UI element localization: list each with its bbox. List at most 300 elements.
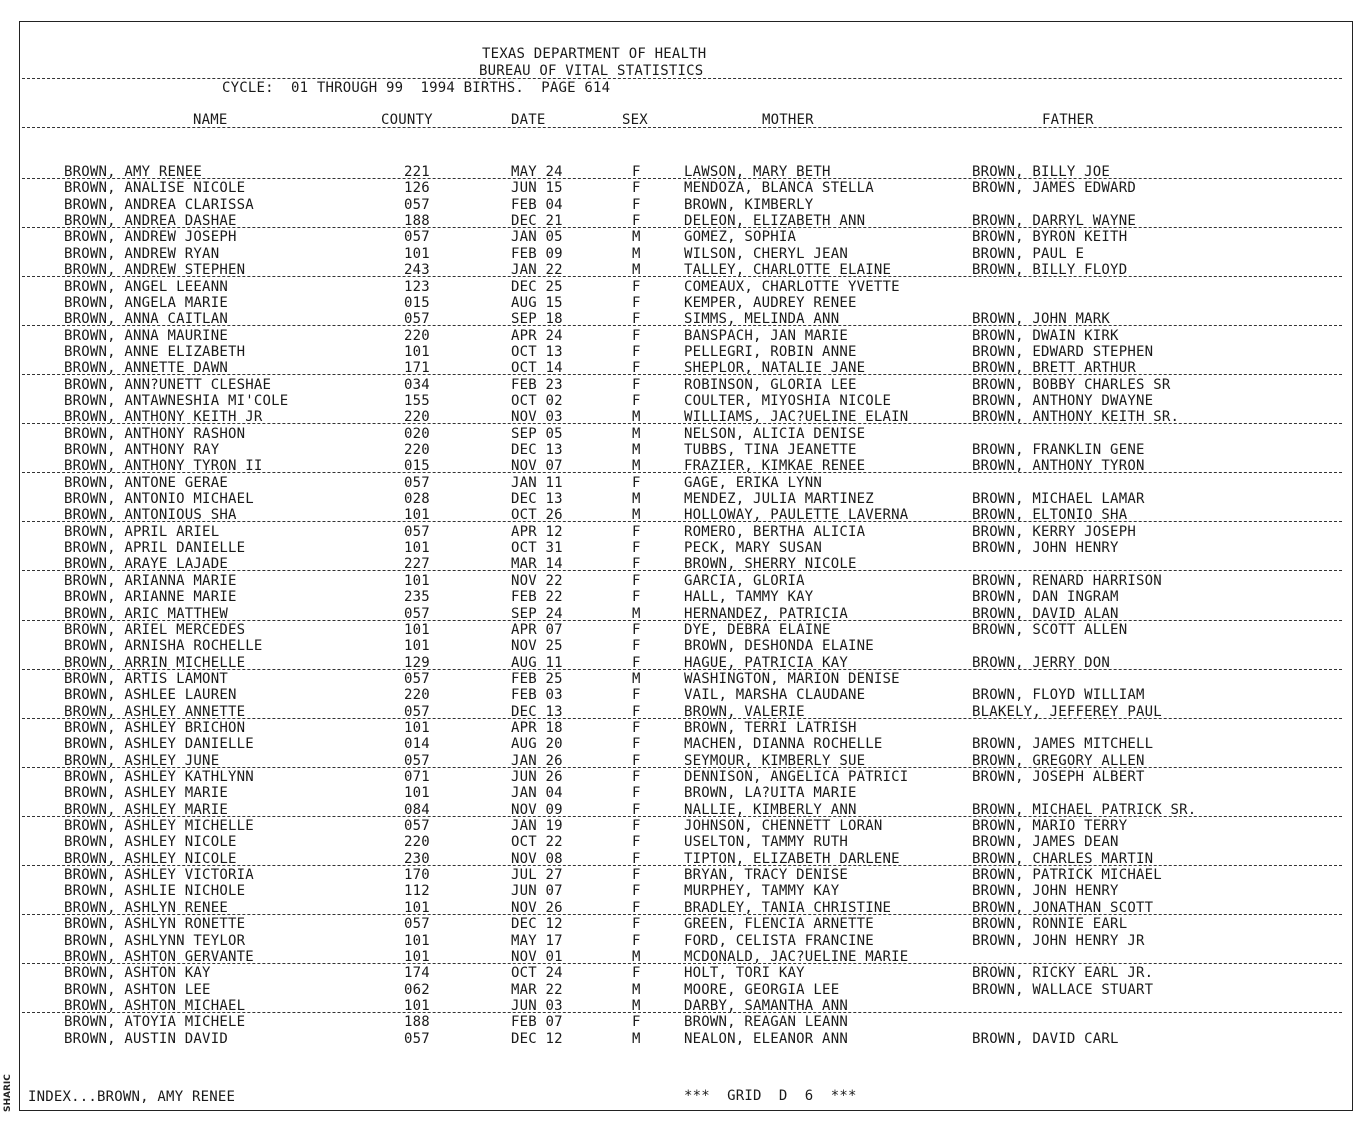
record-county: 101 — [404, 638, 430, 655]
record-date: DEC 13 — [511, 442, 563, 458]
record-sex: M — [632, 262, 641, 279]
record-county: 230 — [404, 850, 430, 867]
record-father: BROWN, DAVID CARL — [972, 1030, 1119, 1047]
record-row — [0, 720, 1371, 736]
record-name: BROWN, ARTIS LAMONT — [64, 670, 228, 687]
record-row — [0, 229, 1371, 245]
record-father: BROWN, BILLY JOE — [972, 164, 1111, 180]
record-sex: F — [632, 294, 641, 311]
record-mother: WILSON, CHERYL JEAN — [684, 245, 848, 262]
record-sex: M — [632, 670, 641, 687]
record-mother: VAIL, MARSHA CLAUDANE — [684, 687, 866, 704]
header-cycle: CYCLE: 01 THROUGH 99 1994 BIRTHS. PAGE 614 — [222, 80, 611, 96]
record-name: BROWN, ARIANNA MARIE — [64, 572, 237, 589]
record-date: MAR 22 — [511, 981, 563, 998]
header-rule — [22, 78, 1342, 79]
column-header-mother: MOTHER — [762, 112, 814, 128]
record-date: JUN 26 — [511, 769, 563, 785]
header-bureau: BUREAU OF VITAL STATISTICS — [479, 63, 704, 79]
record-county: 101 — [404, 997, 430, 1014]
record-row — [0, 622, 1371, 638]
record-name: BROWN, ASHLYNN TEYLOR — [64, 932, 246, 949]
record-sex: F — [632, 703, 641, 720]
record-date: SEP 18 — [511, 311, 563, 328]
record-date: MAY 24 — [511, 164, 563, 180]
record-sex: F — [632, 474, 641, 491]
record-father: BROWN, GREGORY ALLEN — [972, 752, 1145, 769]
record-county: 057 — [404, 311, 430, 328]
record-date: NOV 01 — [511, 948, 563, 965]
record-date: OCT 02 — [511, 392, 563, 409]
record-mother: TIPTON, ELIZABETH DARLENE — [684, 850, 900, 867]
record-sex: F — [632, 589, 641, 606]
record-mother: DENNISON, ANGELICA PATRICI — [684, 769, 909, 785]
record-father: BROWN, JAMES DEAN — [972, 834, 1119, 851]
record-name: BROWN, ASHLEY MICHELLE — [64, 818, 254, 834]
record-date: AUG 20 — [511, 736, 563, 753]
record-sex: F — [632, 311, 641, 328]
record-sex: M — [632, 245, 641, 262]
record-mother: BROWN, DESHONDA ELAINE — [684, 638, 874, 655]
record-county: 071 — [404, 769, 430, 785]
record-name: BROWN, ARNISHA ROCHELLE — [64, 638, 263, 655]
record-name: BROWN, ANGEL LEEANN — [64, 278, 228, 295]
record-date: AUG 15 — [511, 294, 563, 311]
record-county: 057 — [404, 229, 430, 246]
record-date: JAN 22 — [511, 262, 563, 279]
record-father: BROWN, BOBBY CHARLES SR — [972, 376, 1171, 393]
record-date: FEB 09 — [511, 245, 563, 262]
record-date: OCT 13 — [511, 343, 563, 360]
record-name: BROWN, ASHLYN RENEE — [64, 899, 228, 916]
record-sex: F — [632, 196, 641, 213]
record-date: FEB 04 — [511, 196, 563, 213]
record-date: JAN 04 — [511, 785, 563, 802]
record-county: 188 — [404, 1014, 430, 1031]
record-row — [0, 393, 1371, 409]
footer-index: INDEX...BROWN, AMY RENEE — [28, 1089, 236, 1105]
record-mother: BROWN, VALERIE — [684, 703, 805, 720]
record-name: BROWN, ASHLEY VICTORIA — [64, 867, 254, 884]
record-county: 155 — [404, 392, 430, 409]
record-date: JAN 11 — [511, 474, 563, 491]
record-county: 171 — [404, 360, 430, 377]
record-county: 084 — [404, 801, 430, 818]
record-sex: M — [632, 425, 641, 442]
record-row — [0, 540, 1371, 556]
record-sex: F — [632, 392, 641, 409]
record-county: 220 — [404, 687, 430, 704]
record-date: NOV 03 — [511, 409, 563, 426]
record-row — [0, 279, 1371, 295]
record-mother: USELTON, TAMMY RUTH — [684, 834, 848, 851]
record-mother: MENDOZA, BLANCA STELLA — [684, 180, 874, 197]
record-row — [0, 982, 1371, 998]
record-name: BROWN, ASHLEY ANNETTE — [64, 703, 246, 720]
record-row — [0, 916, 1371, 932]
record-sex: F — [632, 867, 641, 884]
record-mother: NALLIE, KIMBERLY ANN — [684, 801, 857, 818]
record-row — [0, 344, 1371, 360]
record-father: BROWN, CHARLES MARTIN — [972, 850, 1154, 867]
record-name: BROWN, ARIANNE MARIE — [64, 589, 237, 606]
column-header-county: COUNTY — [381, 112, 433, 128]
record-row — [0, 883, 1371, 899]
record-mother: GAGE, ERIKA LYNN — [684, 474, 823, 491]
group-rule — [22, 963, 1342, 964]
record-name: BROWN, ARIEL MERCEDES — [64, 621, 246, 638]
record-date: DEC 25 — [511, 278, 563, 295]
record-date: NOV 26 — [511, 899, 563, 916]
record-father: BROWN, FRANKLIN GENE — [972, 442, 1145, 458]
record-father: BROWN, PAUL E — [972, 245, 1085, 262]
record-county: 235 — [404, 589, 430, 606]
record-date: APR 12 — [511, 523, 563, 540]
record-county: 174 — [404, 965, 430, 982]
group-rule — [22, 570, 1342, 571]
record-row — [0, 1031, 1371, 1047]
group-rule — [22, 472, 1342, 473]
record-county: 101 — [404, 719, 430, 736]
group-rule — [22, 620, 1342, 621]
record-sex: F — [632, 801, 641, 818]
record-row — [0, 246, 1371, 262]
record-father: BROWN, ANTHONY DWAYNE — [972, 392, 1154, 409]
record-mother: LAWSON, MARY BETH — [684, 164, 831, 180]
record-name: BROWN, APRIL ARIEL — [64, 523, 220, 540]
record-date: NOV 09 — [511, 801, 563, 818]
record-row — [0, 769, 1371, 785]
record-name: BROWN, ANTONIOUS SHA — [64, 507, 237, 524]
record-date: NOV 22 — [511, 572, 563, 589]
record-county: 057 — [404, 670, 430, 687]
record-mother: FORD, CELISTA FRANCINE — [684, 932, 874, 949]
record-sex: F — [632, 523, 641, 540]
record-mother: MOORE, GEORGIA LEE — [684, 981, 840, 998]
record-name: BROWN, ASHTON GERVANTE — [64, 948, 254, 965]
record-sex: F — [632, 687, 641, 704]
record-date: DEC 13 — [511, 491, 563, 507]
record-mother: PECK, MARY SUSAN — [684, 540, 823, 556]
record-county: 057 — [404, 196, 430, 213]
record-name: BROWN, ANDREW RYAN — [64, 245, 220, 262]
record-mother: MURPHEY, TAMMY KAY — [684, 883, 840, 900]
record-mother: SIMMS, MELINDA ANN — [684, 311, 840, 328]
record-name: BROWN, ASHLEY DANIELLE — [64, 736, 254, 753]
record-sex: M — [632, 507, 641, 524]
record-name: BROWN, ASHLIE NICHOLE — [64, 883, 246, 900]
record-date: DEC 12 — [511, 1030, 563, 1047]
record-sex: F — [632, 278, 641, 295]
record-mother: MACHEN, DIANNA ROCHELLE — [684, 736, 883, 753]
record-sex: F — [632, 180, 641, 197]
record-name: BROWN, ANNA CAITLAN — [64, 311, 228, 328]
record-father: BROWN, MICHAEL PATRICK SR. — [972, 801, 1197, 818]
record-name: BROWN, ANALISE NICOLE — [64, 180, 246, 197]
record-date: AUG 11 — [511, 654, 563, 671]
record-father: BROWN, JAMES MITCHELL — [972, 736, 1154, 753]
record-county: 020 — [404, 425, 430, 442]
record-date: NOV 25 — [511, 638, 563, 655]
record-sex: M — [632, 491, 641, 507]
record-county: 129 — [404, 654, 430, 671]
footer-grid: *** GRID D 6 *** — [684, 1088, 857, 1104]
group-rule — [22, 276, 1342, 277]
record-sex: F — [632, 899, 641, 916]
record-county: 101 — [404, 948, 430, 965]
column-header-sex: SEX — [622, 112, 648, 128]
record-sex: M — [632, 409, 641, 426]
record-mother: HALL, TAMMY KAY — [684, 589, 814, 606]
record-name: BROWN, ASHLEY KATHLYNN — [64, 769, 254, 785]
record-mother: MCDONALD, JAC?UELINE MARIE — [684, 948, 909, 965]
record-county: 101 — [404, 507, 430, 524]
record-name: BROWN, ANN?UNETT CLESHAE — [64, 376, 272, 393]
record-sex: M — [632, 458, 641, 475]
record-row — [0, 180, 1371, 196]
record-father: BROWN, ANTHONY KEITH SR. — [972, 409, 1180, 426]
record-date: DEC 13 — [511, 703, 563, 720]
record-sex: F — [632, 556, 641, 573]
record-date: FEB 22 — [511, 589, 563, 606]
record-mother: SEYMOUR, KIMBERLY SUE — [684, 752, 866, 769]
record-mother: HERNANDEZ, PATRICIA — [684, 605, 848, 622]
column-header-name: NAME — [193, 112, 228, 128]
record-date: MAY 17 — [511, 932, 563, 949]
record-row — [0, 671, 1371, 687]
record-sex: F — [632, 343, 641, 360]
record-name: BROWN, ANTHONY KEITH JR — [64, 409, 263, 426]
record-county: 227 — [404, 556, 430, 573]
record-row — [0, 965, 1371, 981]
record-county: 220 — [404, 834, 430, 851]
record-mother: COMEAUX, CHARLOTTE YVETTE — [684, 278, 900, 295]
record-sex: M — [632, 1030, 641, 1047]
record-father: BROWN, ELTONIO SHA — [972, 507, 1128, 524]
record-father: BROWN, DWAIN KIRK — [972, 327, 1119, 344]
record-mother: BRYAN, TRACY DENISE — [684, 867, 848, 884]
record-sex: F — [632, 1014, 641, 1031]
record-name: BROWN, ASHLEY NICOLE — [64, 834, 237, 851]
record-sex: F — [632, 164, 641, 180]
record-mother: NELSON, ALICIA DENISE — [684, 425, 866, 442]
record-county: 101 — [404, 540, 430, 556]
record-row — [0, 589, 1371, 605]
group-rule — [22, 521, 1342, 522]
record-name: BROWN, ASHLEY JUNE — [64, 752, 220, 769]
record-date: SEP 05 — [511, 425, 563, 442]
record-county: 057 — [404, 523, 430, 540]
record-county: 221 — [404, 164, 430, 180]
record-sex: F — [632, 916, 641, 933]
record-sex: F — [632, 965, 641, 982]
record-sex: M — [632, 605, 641, 622]
record-father: BROWN, BILLY FLOYD — [972, 262, 1128, 279]
record-county: 062 — [404, 981, 430, 998]
record-date: JUN 03 — [511, 997, 563, 1014]
record-county: 188 — [404, 213, 430, 230]
record-sex: F — [632, 736, 641, 753]
record-sex: M — [632, 997, 641, 1014]
record-father: BROWN, PATRICK MICHAEL — [972, 867, 1162, 884]
record-county: 101 — [404, 572, 430, 589]
group-rule — [22, 816, 1342, 817]
record-mother: DELEON, ELIZABETH ANN — [684, 213, 866, 230]
record-county: 101 — [404, 785, 430, 802]
record-county: 243 — [404, 262, 430, 279]
record-row — [0, 834, 1371, 850]
record-name: BROWN, ANNE ELIZABETH — [64, 343, 246, 360]
record-name: BROWN, ARRIN MICHELLE — [64, 654, 246, 671]
record-county: 057 — [404, 474, 430, 491]
record-sex: F — [632, 785, 641, 802]
record-name: BROWN, ASHLYN RONETTE — [64, 916, 246, 933]
record-row — [0, 197, 1371, 213]
record-father: BROWN, JOHN HENRY JR — [972, 932, 1145, 949]
record-father: BROWN, DAVID ALAN — [972, 605, 1119, 622]
record-sex: M — [632, 442, 641, 458]
record-mother: BROWN, LA?UITA MARIE — [684, 785, 857, 802]
record-county: 028 — [404, 491, 430, 507]
record-county: 057 — [404, 1030, 430, 1047]
side-label: SHARIC — [3, 1074, 13, 1112]
record-sex: F — [632, 540, 641, 556]
record-row — [0, 475, 1371, 491]
record-mother: WASHINGTON, MARION DENISE — [684, 670, 900, 687]
record-mother: GREEN, FLENCIA ARNETTE — [684, 916, 874, 933]
record-name: BROWN, AUSTIN DAVID — [64, 1030, 228, 1047]
record-name: BROWN, AMY RENEE — [64, 164, 203, 180]
record-mother: BROWN, TERRI LATRISH — [684, 719, 857, 736]
record-county: 101 — [404, 245, 430, 262]
record-date: JUN 15 — [511, 180, 563, 197]
group-rule — [22, 227, 1342, 228]
record-mother: BROWN, SHERRY NICOLE — [684, 556, 857, 573]
record-row — [0, 638, 1371, 654]
record-row — [0, 295, 1371, 311]
record-county: 015 — [404, 294, 430, 311]
record-name: BROWN, ANTONIO MICHAEL — [64, 491, 254, 507]
record-name: BROWN, ANTONE GERAE — [64, 474, 228, 491]
record-date: FEB 25 — [511, 670, 563, 687]
record-mother: JOHNSON, CHENNETT LORAN — [684, 818, 883, 834]
record-name: BROWN, ANDREW JOSEPH — [64, 229, 237, 246]
record-mother: NEALON, ELEANOR ANN — [684, 1030, 848, 1047]
record-county: 057 — [404, 818, 430, 834]
group-rule — [22, 767, 1342, 768]
record-father: BROWN, WALLACE STUART — [972, 981, 1154, 998]
record-father: BROWN, DAN INGRAM — [972, 589, 1119, 606]
record-county: 014 — [404, 736, 430, 753]
record-name: BROWN, ASHLEY MARIE — [64, 785, 228, 802]
record-name: BROWN, ANNA MAURINE — [64, 327, 228, 344]
record-name: BROWN, ASHTON MICHAEL — [64, 997, 246, 1014]
record-father: BROWN, MICHAEL LAMAR — [972, 491, 1145, 507]
group-rule — [22, 914, 1342, 915]
record-father: BROWN, JERRY DON — [972, 654, 1111, 671]
record-sex: F — [632, 719, 641, 736]
column-header-father: FATHER — [1042, 112, 1094, 128]
record-sex: F — [632, 752, 641, 769]
record-father: BROWN, FLOYD WILLIAM — [972, 687, 1145, 704]
record-date: JUL 27 — [511, 867, 563, 884]
record-county: 112 — [404, 883, 430, 900]
group-rule — [22, 178, 1342, 179]
record-row — [0, 867, 1371, 883]
record-sex: F — [632, 818, 641, 834]
record-name: BROWN, ASHLEY BRICHON — [64, 719, 246, 736]
record-county: 220 — [404, 327, 430, 344]
record-date: OCT 14 — [511, 360, 563, 377]
record-mother: SHEPLOR, NATALIE JANE — [684, 360, 866, 377]
record-name: BROWN, ANTHONY RAY — [64, 442, 220, 458]
record-sex: M — [632, 981, 641, 998]
record-father: BROWN, JOHN HENRY — [972, 540, 1119, 556]
record-name: BROWN, ARAYE LAJADE — [64, 556, 228, 573]
record-sex: F — [632, 654, 641, 671]
record-sex: F — [632, 769, 641, 785]
record-mother: ROMERO, BERTHA ALICIA — [684, 523, 866, 540]
record-date: OCT 24 — [511, 965, 563, 982]
record-date: FEB 03 — [511, 687, 563, 704]
record-row — [0, 426, 1371, 442]
header-department: TEXAS DEPARTMENT OF HEALTH — [482, 46, 707, 62]
record-mother: HOLLOWAY, PAULETTE LAVERNA — [684, 507, 909, 524]
record-name: BROWN, ASHLEE LAUREN — [64, 687, 237, 704]
record-name: BROWN, ANNETTE DAWN — [64, 360, 228, 377]
record-date: APR 18 — [511, 719, 563, 736]
record-row — [0, 442, 1371, 458]
record-sex: M — [632, 229, 641, 246]
record-father: BROWN, JOSEPH ALBERT — [972, 769, 1145, 785]
record-date: APR 24 — [511, 327, 563, 344]
record-mother: GOMEZ, SOPHIA — [684, 229, 797, 246]
record-father: BROWN, KERRY JOSEPH — [972, 523, 1136, 540]
record-county: 057 — [404, 703, 430, 720]
record-name: BROWN, ANGELA MARIE — [64, 294, 228, 311]
group-rule — [22, 374, 1342, 375]
record-mother: DARBY, SAMANTHA ANN — [684, 997, 848, 1014]
record-father: BROWN, MARIO TERRY — [972, 818, 1128, 834]
group-rule — [22, 1012, 1342, 1013]
record-row — [0, 818, 1371, 834]
column-header-rule — [22, 127, 1342, 128]
record-father: BROWN, DARRYL WAYNE — [972, 213, 1136, 230]
record-sex: F — [632, 572, 641, 589]
record-date: JAN 26 — [511, 752, 563, 769]
record-county: 034 — [404, 376, 430, 393]
record-county: 126 — [404, 180, 430, 197]
record-sex: F — [632, 327, 641, 344]
record-county: 123 — [404, 278, 430, 295]
record-name: BROWN, ANDREA CLARISSA — [64, 196, 254, 213]
record-date: SEP 24 — [511, 605, 563, 622]
record-father: BROWN, RICKY EARL JR. — [972, 965, 1154, 982]
record-mother: HOLT, TORI KAY — [684, 965, 805, 982]
record-mother: BROWN, REAGAN LEANN — [684, 1014, 848, 1031]
record-mother: TUBBS, TINA JEANETTE — [684, 442, 857, 458]
record-row — [0, 687, 1371, 703]
record-row — [0, 491, 1371, 507]
record-mother: TALLEY, CHARLOTTE ELAINE — [684, 262, 892, 279]
record-county: 170 — [404, 867, 430, 884]
record-father: BROWN, ANTHONY TYRON — [972, 458, 1145, 475]
record-county: 101 — [404, 621, 430, 638]
record-sex: F — [632, 883, 641, 900]
record-mother: ROBINSON, GLORIA LEE — [684, 376, 857, 393]
record-sex: F — [632, 834, 641, 851]
record-name: BROWN, ANTHONY TYRON II — [64, 458, 263, 475]
